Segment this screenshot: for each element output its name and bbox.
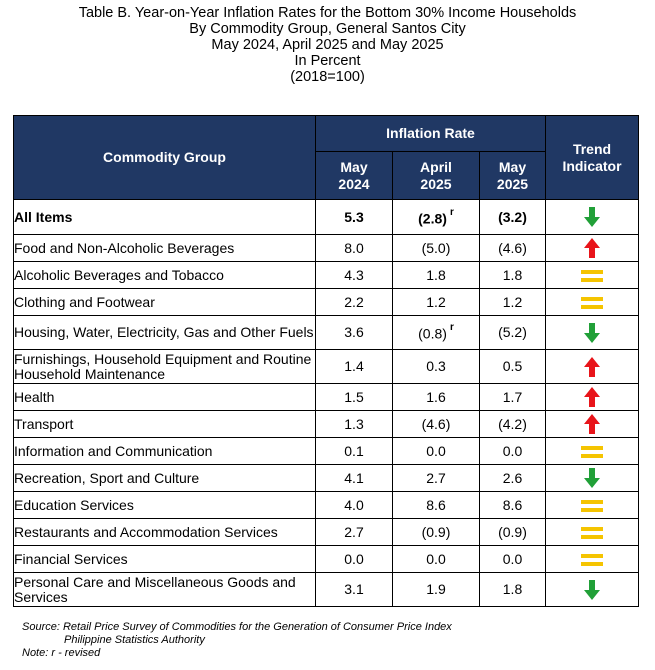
table-row — [14, 573, 639, 607]
table-footer — [22, 621, 452, 660]
value-may-2024: 0.1 — [316, 438, 393, 465]
table-body — [14, 200, 639, 607]
value-april-2025-text: 1.6 — [426, 388, 446, 405]
trend-indicator — [546, 316, 639, 350]
value-april-2025-text: 8.6 — [426, 496, 446, 513]
value-may-2025: (0.9) — [480, 519, 546, 546]
trend-indicator — [546, 384, 639, 411]
value-may-2025: (4.6) — [480, 235, 546, 262]
trend-indicator — [546, 289, 639, 316]
value-april-2025-text: 2.7 — [426, 469, 446, 486]
value-may-2024: 2.7 — [316, 519, 393, 546]
table-row — [14, 289, 639, 316]
table-row — [14, 546, 639, 573]
value-april-2025-text: 1.9 — [426, 581, 446, 597]
header-commodity-group: Commodity Group — [14, 116, 316, 200]
commodity-name: Education Services — [14, 492, 316, 519]
title-line-1: Table B. Year-on-Year Inflation Rates for the Bottom 30% Income Households — [78, 5, 577, 21]
value-april-2025 — [393, 235, 480, 262]
trend-indicator — [546, 519, 639, 546]
value-may-2025: 0.0 — [480, 438, 546, 465]
table-row — [14, 384, 639, 411]
trend-indicator — [546, 411, 639, 438]
value-april-2025-text: (0.8) — [418, 325, 447, 342]
trend-equal-icon — [581, 553, 603, 567]
header-inflation-rate: Inflation Rate — [316, 116, 546, 152]
value-may-2025: 0.0 — [480, 546, 546, 573]
value-april-2025-text: (0.9) — [421, 523, 451, 540]
title-line-5: (2018=100) — [290, 69, 365, 85]
value-may-2024: 0.0 — [316, 546, 393, 573]
trend-indicator — [546, 235, 639, 262]
value-may-2025: 8.6 — [480, 492, 546, 519]
trend-equal-icon — [581, 499, 603, 513]
title-line-4: In Percent — [294, 53, 361, 69]
trend-down-arrow-icon — [584, 580, 600, 600]
revised-mark: r — [449, 322, 454, 334]
trend-down-arrow-icon — [584, 207, 600, 227]
source-line-2: Philippine Statistics Authority — [64, 634, 205, 646]
table-row-all-items — [14, 200, 639, 235]
revised-mark: r — [449, 206, 454, 218]
commodity-name: Clothing and Footwear — [14, 289, 316, 316]
commodity-name: Alcoholic Beverages and Tobacco — [14, 262, 316, 289]
value-may-2025: (4.2) — [480, 411, 546, 438]
value-april-2025-text: 0.0 — [426, 442, 446, 459]
value-may-2024: 3.1 — [316, 573, 393, 607]
table-row — [14, 262, 639, 289]
value-april-2025 — [393, 316, 480, 350]
commodity-name: Information and Communication — [14, 438, 316, 465]
value-april-2025 — [393, 519, 480, 546]
value-april-2025 — [393, 262, 480, 289]
value-april-2025-text: 0.0 — [426, 550, 446, 567]
table-row — [14, 438, 639, 465]
value-april-2025-text: (2.8) — [418, 210, 447, 227]
trend-indicator — [546, 200, 639, 235]
commodity-name: Recreation, Sport and Culture — [14, 465, 316, 492]
value-may-2025: 0.5 — [480, 350, 546, 384]
value-april-2025 — [393, 289, 480, 316]
header-april-2025: April 2025 — [393, 152, 480, 200]
value-may-2024: 1.5 — [316, 384, 393, 411]
trend-up-arrow-icon — [584, 414, 600, 434]
trend-indicator — [546, 350, 639, 384]
value-may-2024: 5.3 — [316, 200, 393, 235]
trend-up-arrow-icon — [584, 387, 600, 407]
source-line-1: Source: Retail Price Survey of Commodities for the Generation of Consumer Price Index — [22, 621, 452, 633]
value-may-2025: 2.6 — [480, 465, 546, 492]
trend-down-arrow-icon — [584, 468, 600, 488]
value-april-2025-text: 0.3 — [426, 358, 446, 374]
table-row — [14, 519, 639, 546]
trend-up-arrow-icon — [584, 357, 600, 377]
value-may-2025: (3.2) — [480, 200, 546, 235]
value-may-2024: 4.3 — [316, 262, 393, 289]
value-may-2025: 1.8 — [480, 573, 546, 607]
value-may-2025: 1.8 — [480, 262, 546, 289]
trend-equal-icon — [581, 269, 603, 283]
commodity-name: Financial Services — [14, 546, 316, 573]
value-may-2024: 1.3 — [316, 411, 393, 438]
commodity-name: Housing, Water, Electricity, Gas and Other Fuels — [14, 316, 316, 350]
value-april-2025 — [393, 492, 480, 519]
value-april-2025 — [393, 200, 480, 235]
value-may-2025: 1.7 — [480, 384, 546, 411]
value-april-2025 — [393, 573, 480, 607]
table-row — [14, 492, 639, 519]
trend-indicator — [546, 573, 639, 607]
trend-indicator — [546, 546, 639, 573]
trend-indicator — [546, 438, 639, 465]
title-line-3: May 2024, April 2025 and May 2025 — [211, 37, 444, 53]
table-row — [14, 465, 639, 492]
value-may-2025: 1.2 — [480, 289, 546, 316]
trend-equal-icon — [581, 445, 603, 459]
trend-indicator — [546, 465, 639, 492]
value-april-2025 — [393, 384, 480, 411]
trend-down-arrow-icon — [584, 323, 600, 343]
title-line-2: By Commodity Group, General Santos City — [189, 21, 466, 37]
value-april-2025 — [393, 465, 480, 492]
value-april-2025 — [393, 546, 480, 573]
inflation-table — [13, 115, 639, 607]
value-april-2025-text: (5.0) — [421, 239, 451, 256]
value-may-2025: (5.2) — [480, 316, 546, 350]
commodity-name: Food and Non-Alcoholic Beverages — [14, 235, 316, 262]
value-may-2024: 3.6 — [316, 316, 393, 350]
trend-equal-icon — [581, 526, 603, 540]
value-may-2024: 2.2 — [316, 289, 393, 316]
commodity-name: Personal Care and Miscellaneous Goods and Services — [14, 573, 316, 607]
value-april-2025 — [393, 438, 480, 465]
commodity-name: Furnishings, Household Equipment and Routine Household Maintenance — [14, 350, 316, 384]
value-april-2025 — [393, 411, 480, 438]
trend-up-arrow-icon — [584, 238, 600, 258]
revised-note: Note: r - revised — [22, 647, 101, 659]
commodity-name: Transport — [14, 411, 316, 438]
value-may-2024: 1.4 — [316, 350, 393, 384]
header-may-2025: May 2025 — [480, 152, 546, 200]
commodity-name: All Items — [14, 200, 316, 235]
value-april-2025-text: (4.6) — [421, 415, 451, 432]
table-row — [14, 316, 639, 350]
value-april-2025 — [393, 350, 480, 384]
commodity-name: Restaurants and Accommodation Services — [14, 519, 316, 546]
table-row — [14, 350, 639, 384]
value-april-2025-text: 1.2 — [426, 293, 446, 310]
trend-indicator — [546, 262, 639, 289]
trend-equal-icon — [581, 296, 603, 310]
value-may-2024: 4.1 — [316, 465, 393, 492]
value-may-2024: 4.0 — [316, 492, 393, 519]
commodity-name: Health — [14, 384, 316, 411]
header-may-2024: May 2024 — [316, 152, 393, 200]
table-title — [0, 5, 655, 85]
table-row — [14, 235, 639, 262]
table-row — [14, 411, 639, 438]
value-may-2024: 8.0 — [316, 235, 393, 262]
trend-indicator — [546, 492, 639, 519]
value-april-2025-text: 1.8 — [426, 266, 446, 283]
header-trend-indicator: Trend Indicator — [546, 116, 639, 200]
